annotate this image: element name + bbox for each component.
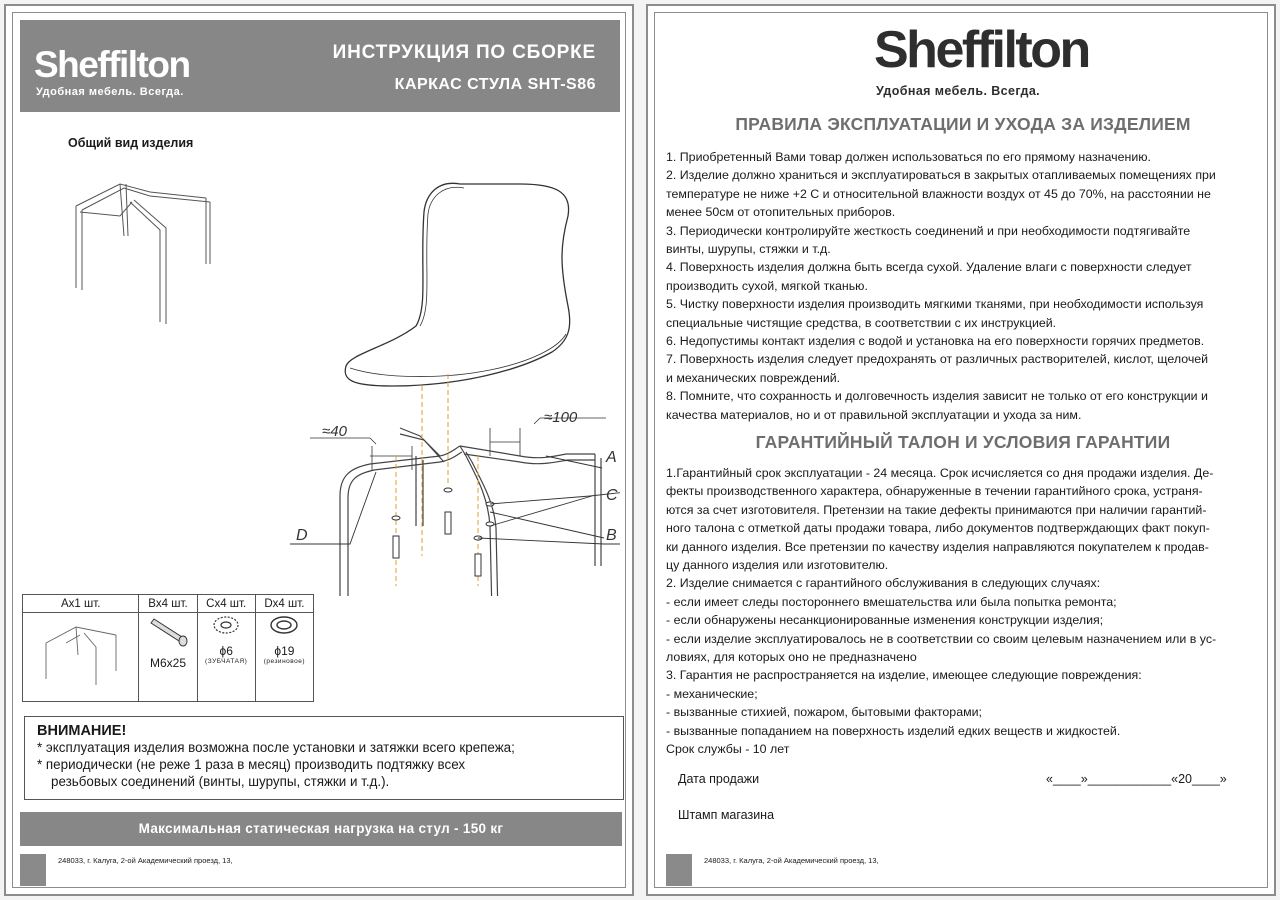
rules-line: 2. Изделие должно храниться и эксплуатироваться в закрытых отапливаемых помещениях при (666, 168, 1216, 183)
brand-tagline: Удобная мебель. Всегда. (36, 86, 184, 98)
assembly-instruction-page (4, 4, 634, 896)
rules-line: менее 50см от отопительных приборов. (666, 205, 896, 220)
part-d-note: (резиновое) (263, 658, 306, 665)
warranty-line: ловиях, для которых оно не предназначено (666, 650, 917, 665)
warranty-line: цу данного изделия или изготовителю. (666, 558, 889, 573)
rules-line: 8. Помните, что сохранность и долговечность изделия зависит не только от его конструкции и (666, 389, 1208, 404)
rules-line: температуре не ниже +2 С и относительной влажности воздух от 45 до 70%, на расстоянии не (666, 186, 1211, 201)
instruction-title: ИНСТРУКЦИЯ ПО СБОРКЕ (332, 42, 596, 63)
footer-square (666, 854, 692, 886)
rules-line: 1. Приобретенный Вами товар должен использоваться по его прямому назначению. (666, 150, 1151, 164)
warranty-line: 1.Гарантийный срок эксплуатации - 24 месяца. Срок исчисляется со дня продажи изделия. Де- (666, 466, 1214, 480)
part-c-spec: ϕ6 (219, 644, 233, 658)
part-b-spec: M6x25 (149, 656, 186, 670)
warranty-line: Срок службы - 10 лет (666, 742, 790, 757)
footer-square (20, 854, 46, 886)
rules-line: винты, шурупы, стяжки и т.д. (666, 242, 831, 257)
store-stamp-label: Штамп магазина (678, 808, 775, 822)
warranty-line: фекты производственного характера, обнаруженные в течении гарантийного срока, устраня- (666, 484, 1203, 499)
label-b: B (606, 527, 617, 544)
max-load-bar: Максимальная статическая нагрузка на стул - 150 кг (20, 812, 622, 846)
part-d-header: Dx4 шт. (255, 595, 313, 613)
parts-table (22, 594, 314, 702)
rules-line: производить сухой, мягкой тканью. (666, 278, 868, 293)
part-d-cell (255, 613, 313, 702)
brand-logo: Sheffilton (874, 21, 1089, 79)
dim-40-label: ≈40 (322, 423, 347, 440)
label-d: D (296, 527, 308, 544)
rules-line: качества материалов, но и от правильной эксплуатации и ухода за ним. (666, 407, 1082, 422)
warranty-line: - если изделие эксплуатировалось не в соответствии со своим целевым назначением или в ус- (666, 631, 1217, 646)
brand-tagline: Удобная мебель. Всегда. (876, 84, 1041, 98)
rules-list (666, 148, 1266, 424)
footer-address: 248033, г. Калуга, 2-ой Академический проезд, 13, (58, 856, 233, 865)
rules-line: 7. Поверхность изделия следует предохранять от различных растворителей, кислот, щелочей (666, 352, 1209, 367)
rules-title: ПРАВИЛА ЭКСПЛУАТАЦИИ И УХОДА ЗА ИЗДЕЛИЕМ (735, 114, 1191, 134)
warranty-line: ного талона с отметкой даты продажи товара, либо документов подтверждающих факт покуп- (666, 521, 1210, 536)
header-bar (20, 20, 620, 112)
rubber-washer-icon (267, 613, 301, 637)
chair-assembly-drawing (20, 156, 620, 596)
part-a-cell (23, 613, 139, 702)
label-a: A (606, 449, 617, 466)
rules-line: специальные чистящие средства, в соответствии с их инструкцией. (666, 315, 1057, 330)
general-view-label: Общий вид изделия (68, 136, 194, 150)
chair-frame (340, 428, 601, 596)
seat-shell (345, 183, 570, 386)
warranty-line: - вызванные попаданием на поверхность изделий едких веществ и жидкостей. (666, 723, 1121, 738)
guide-lines (396, 374, 478, 586)
warranty-line: - если имеет следы постороннего вмешательства или была попытка ремонта; (666, 594, 1117, 609)
warranty-line: - если обнаружены несанкционированные изменения конструкции изделия; (666, 613, 1104, 628)
part-d-spec: ϕ19 (274, 644, 295, 658)
rules-line: и механических повреждений. (666, 370, 841, 385)
dim-100-label: ≈100 (544, 409, 578, 426)
warranty-line: - вызванные стихией, пожаром, бытовыми факторами; (666, 705, 982, 720)
brand-logo: Sheffilton (34, 44, 190, 85)
warranty-title: ГАРАНТИЙНЫЙ ТАЛОН И УСЛОВИЯ ГАРАНТИИ (755, 432, 1171, 452)
part-b-cell (139, 613, 197, 702)
warranty-line: 2. Изделие снимается с гарантийного обслуживания в следующих случаях: (666, 576, 1101, 591)
warranty-line: ки данного изделия. Все претензии по качеству изделия направляются покупателем к продав- (666, 539, 1209, 554)
warranty-list (666, 464, 1266, 759)
frame-mini-icon (36, 613, 126, 687)
fasteners (392, 488, 494, 576)
part-c-cell (197, 613, 255, 702)
part-b-header: Bx4 шт. (139, 595, 197, 613)
warning-box (24, 716, 624, 800)
part-c-note: (ЗУБЧАТАЯ) (205, 658, 248, 665)
toothed-washer-icon (210, 613, 242, 637)
part-c-header: Cx4 шт. (197, 595, 255, 613)
warranty-line: - механические; (666, 686, 758, 701)
rules-line: 5. Чистку поверхности изделия производить мягкими тканями, при необходимости используя (666, 297, 1204, 312)
rules-line: 6. Недопустимы контакт изделия с водой и установка на его поверхности горячих предметов. (666, 334, 1205, 349)
rules-line: 3. Периодически контролируйте жесткость соединений и при необходимости подтягивайте (666, 223, 1191, 238)
screw-icon (145, 613, 191, 649)
warranty-line: 3. Гарантия не распространяется на изделие, имеющее следующие повреждения: (666, 668, 1142, 683)
warning-title: ВНИМАНИЕ! (37, 723, 127, 739)
rules-line: 4. Поверхность изделия должна быть всегда сухой. Удаление влаги с поверхности следует (666, 260, 1192, 275)
label-c: C (606, 487, 618, 504)
instruction-subtitle: КАРКАС СТУЛА SHT-S86 (394, 76, 596, 93)
footer-address: 248033, г. Калуга, 2-ой Академический проезд, 13, (704, 856, 879, 865)
part-a-header: Ax1 шт. (23, 595, 139, 613)
care-warranty-page (646, 4, 1276, 896)
warning-line-1: * эксплуатация изделия возможна после установки и затяжки всего крепежа; (37, 740, 515, 755)
warning-line-2: * периодически (не реже 1 раза в месяц) производить подтяжку всех (37, 757, 466, 772)
sale-date-field: «____»____________«20____» (1046, 772, 1227, 786)
warranty-line: ются за счет изготовителя. Претензии на такие дефекты принимаются при наличии гарантий- (666, 502, 1207, 517)
warning-line-3: резьбовых соединений (винты, шурупы, стяжки и т.д.). (51, 774, 390, 789)
frame-overview-sketch (76, 184, 210, 324)
sale-date-label: Дата продажи (678, 772, 760, 786)
